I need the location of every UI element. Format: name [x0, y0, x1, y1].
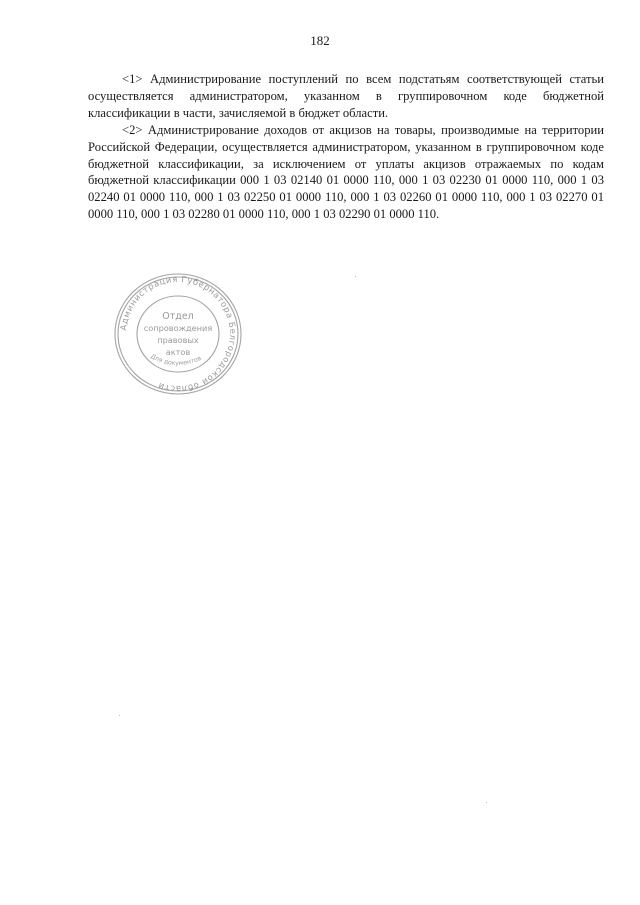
- scan-speck: [119, 715, 120, 716]
- scan-speck: [486, 802, 487, 803]
- official-stamp: [108, 270, 248, 398]
- scan-speck: [355, 276, 356, 277]
- stamp-inner-line-1: Отдел: [162, 311, 194, 322]
- svg-text:Администрация Губернатора Белг: [118, 274, 238, 394]
- stamp-inner-line-3: правовых: [157, 335, 199, 345]
- page-number: 182: [310, 33, 330, 48]
- stamp-inner-line-2: сопровождения: [143, 323, 213, 333]
- stamp-inner-line-4: актов: [165, 347, 191, 357]
- footnote-2: <2> Администрирование доходов от акцизов на товары, производимые на территории Российской Федерации, осуществляется администратором, указанном в группировочном коде бюджетной классификации, за исключением от уплаты акцизов отражаемых по кодам бюджетной классификации 000 1 03 02140 01 0000 110, 000 1 03 02230 01 0000 110, 000 1 03 02240 01 0000 110, 000 1 03 02250 01 0000 110, 000 1 03 02260 01 0000 110, 000 1 03 02270 01 0000 110, 000 1 03 02280 01 0000 110, 000 1 03 02290 01 0000 110.: [88, 122, 604, 222]
- footnote-1: <1> Администрирование поступлений по всем подстатьям соответствующей статьи осуществляется администратором, указанном в группировочном коде бюджетной классификации в части, зачисляемой в бюджет области.: [88, 72, 604, 120]
- stamp-outer-text: Администрация Губернатора Белгородской области: [118, 273, 239, 395]
- footnotes-block: [88, 71, 604, 223]
- stamp-bottom-text: Для документов: [149, 352, 203, 368]
